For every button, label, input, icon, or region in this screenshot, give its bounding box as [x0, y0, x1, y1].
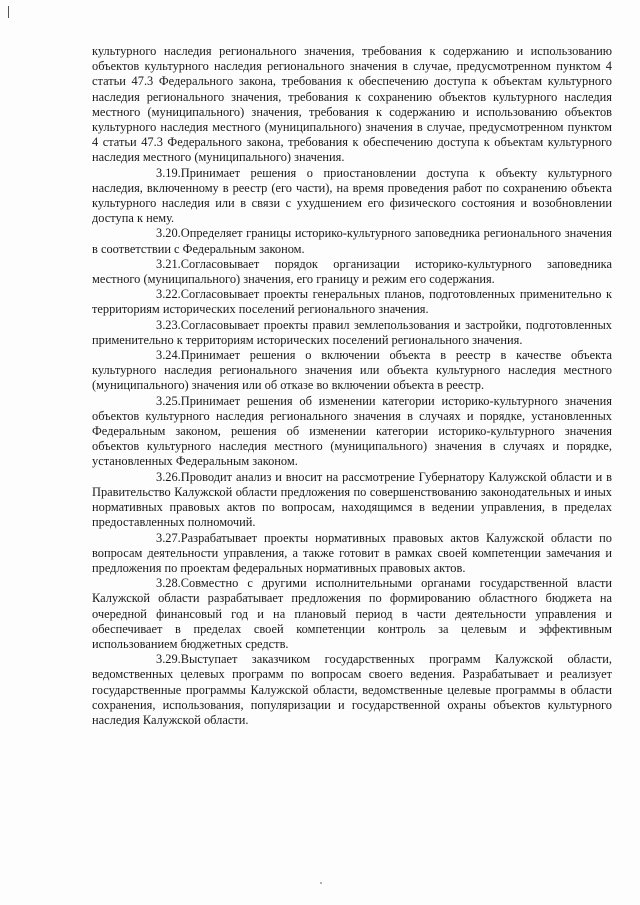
- paragraph-text: Согласовывает проекты генеральных планов, подготовленных применительно к территориям исторических поселений регионального значения.: [92, 287, 612, 317]
- paragraph-3-21: [92, 257, 612, 287]
- paragraph-text: Принимает решения о приостановлении доступа к объекту культурного наследия, включенному в реестр (его части), на время проведения работ по сохранению объекта культурного наследия или в связи с ухудшением его физического состояния и возобновлении доступа к нему.: [92, 165, 612, 226]
- paragraph-3-19: [92, 166, 612, 227]
- paragraph-text: Совместно с другими исполнительными органами государственной власти Калужской области разрабатывает предложения по формированию областного бюджета на очередной финансовый год и на плановый период в части деятельности управления и обеспечивает в пределах своей компетенции контроль за целевым и эффективным использованием бюджетных средств.: [92, 576, 612, 651]
- paragraph-3-20: [92, 226, 612, 256]
- clause-number: 3.28.: [156, 576, 181, 591]
- paragraph-3-28: [92, 576, 612, 652]
- document-body: [92, 44, 612, 728]
- paragraph-text: Принимает решения о включении объекта в реестр в качестве объекта культурного наследия регионального значения или объекта культурного наследия местного (муниципального) значения или об отказе во включении объекта в реестр.: [92, 348, 612, 393]
- clause-number: 3.24.: [156, 348, 181, 363]
- clause-number: 3.22.: [156, 287, 181, 302]
- paragraph-text: Разрабатывает проекты нормативных правовых актов Калужской области по вопросам деятельности управления, а также готовит в рамках своей компетенции замечания и предложения по проектам федеральных нормативных правовых актов.: [92, 530, 612, 575]
- clause-number: 3.27.: [156, 530, 181, 545]
- paragraph-text: Проводит анализ и вносит на рассмотрение Губернатору Калужской области и в Правительство Калужской области предложения по совершенствованию законодательных и иных нормативных правовых актов по вопросам, находящимся в ведении управления, в пределах предоставленных полномочий.: [92, 469, 612, 530]
- clause-number: 3.20.: [156, 226, 181, 241]
- clause-number: 3.26.: [156, 469, 181, 484]
- paragraph-3-27: [92, 531, 612, 577]
- paragraph-text: Выступает заказчиком государственных программ Калужской области, ведомственных целевых программ по вопросам своего ведения. Разрабатывает и реализует государственные программы Калужской области, ведомственные целевые программы в области сохранения, использования, популяризации и государственной охраны объектов культурного наследия Калужской области.: [92, 652, 612, 727]
- scan-margin-mark: [8, 6, 9, 18]
- scan-speck: [320, 882, 322, 884]
- paragraph-text: Принимает решения об изменении категории историко-культурного значения объектов культурного наследия регионального значения в случаях и порядке, установленных Федеральным законом, решения об изменении категории историко-культурного значения объектов культурного наследия местного (муниципального) значения в случаях и порядке, установленных Федеральным законом.: [92, 393, 612, 469]
- paragraph-3-22: [92, 287, 612, 317]
- clause-number: 3.29.: [156, 652, 181, 667]
- clause-number: 3.25.: [156, 393, 181, 408]
- clause-number: 3.19.: [156, 165, 181, 180]
- clause-number: 3.23.: [156, 317, 181, 332]
- paragraph-text: культурного наследия регионального значения, требования к содержанию и использованию объектов культурного наследия регионального значения в случае, предусмотренном пунктом 4 статьи 47.3 Федерального закона, требования к обеспечению доступа к объектам культурного наследия регионального значения, требования к сохранению объектов культурного наследия местного (муниципального) значения, требования к содержанию и использованию объектов культурного наследия местного (муниципального) значения в случае, предусмотренном пунктом 4 статьи 47.3 Федерального закона, требования к обеспечению доступа к объектам культурного наследия местного (муниципального) значения.: [92, 44, 612, 165]
- paragraph-text: Согласовывает проекты правил землепользования и застройки, подготовленных применительно к территориям исторических поселений регионального значения.: [92, 317, 612, 347]
- paragraph-3-24: [92, 348, 612, 394]
- paragraph-3-29: [92, 652, 612, 728]
- clause-number: 3.21.: [156, 256, 181, 271]
- paragraph-3-26: [92, 470, 612, 531]
- paragraph-3-23: [92, 318, 612, 348]
- paragraph-text: Определяет границы историко-культурного заповедника регионального значения в соответствии с Федеральным законом.: [92, 226, 612, 256]
- paragraph-text: Согласовывает порядок организации историко-культурного заповедника местного (муниципального) значения, его границу и режим его содержания.: [92, 256, 612, 287]
- paragraph-3-25: [92, 394, 612, 470]
- paragraph-continuation: [92, 44, 612, 166]
